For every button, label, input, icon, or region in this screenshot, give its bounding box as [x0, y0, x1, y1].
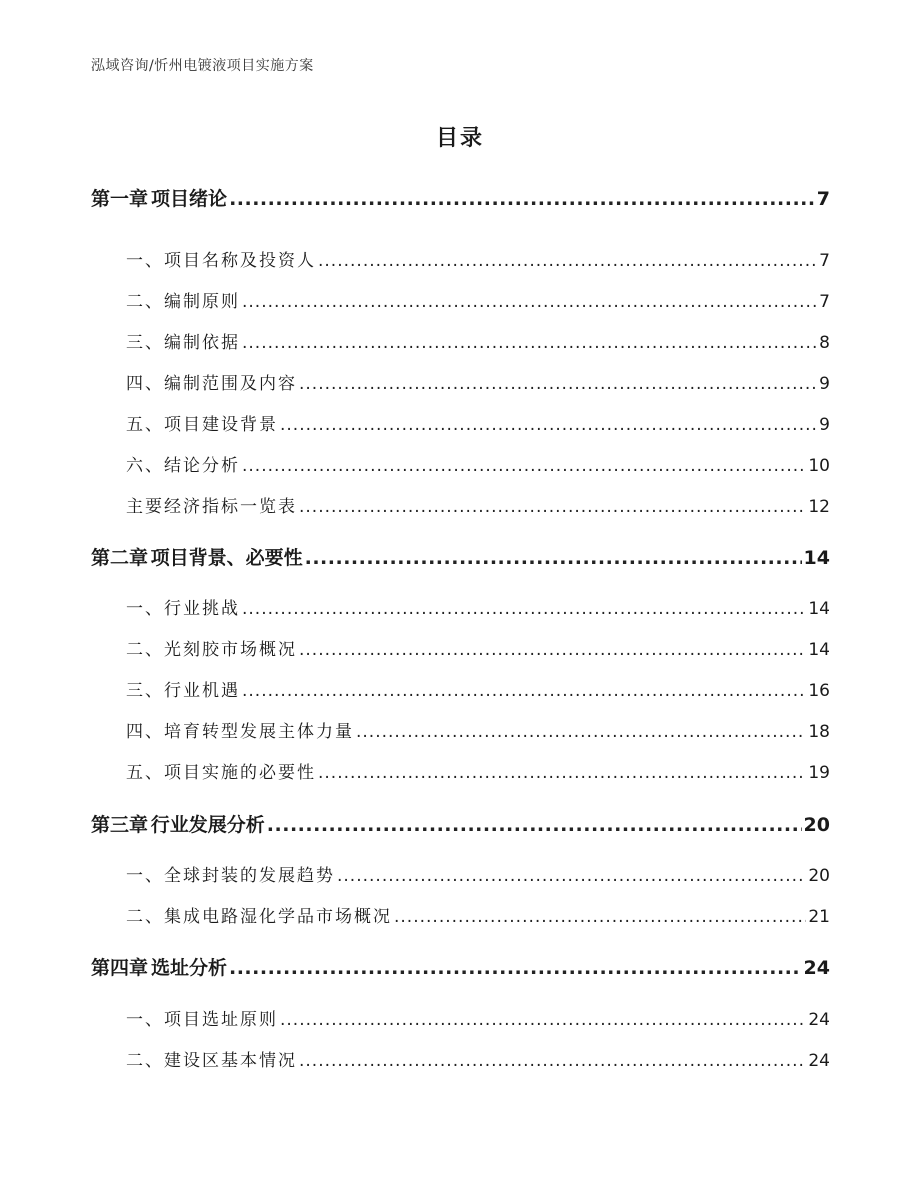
toc-section-number: 五、 [126, 415, 164, 435]
toc-entry-label: 选址分析 [150, 957, 227, 979]
toc-entry-label: 行业挑战 [164, 599, 240, 619]
dot-leader [394, 907, 806, 927]
toc-page-number: 14 [803, 547, 830, 569]
toc-page-number: 14 [808, 599, 830, 619]
toc-entry-label: 培育转型发展主体力量 [164, 722, 354, 742]
toc-section-number: 三、 [126, 333, 164, 353]
toc-section-number: 一、 [126, 1010, 164, 1030]
toc-section-entry[interactable] [126, 902, 830, 927]
toc-section-entry[interactable] [126, 594, 830, 619]
toc-section-entry[interactable] [126, 410, 830, 435]
toc-section-number: 一、 [126, 599, 164, 619]
toc-entry-label: 光刻胶市场概况 [164, 640, 297, 660]
toc-page-number: 18 [808, 722, 830, 742]
toc-entry-label: 行业发展分析 [150, 814, 265, 836]
toc-chapter-number: 第三章 [91, 814, 149, 836]
toc-page-number: 14 [808, 640, 830, 660]
toc-entry-label: 项目背景、必要性 [150, 547, 303, 569]
toc-entry-label: 结论分析 [164, 456, 240, 476]
toc-page-number: 20 [803, 814, 830, 836]
toc-section-number: 二、 [126, 907, 164, 927]
dot-leader [242, 681, 806, 701]
toc-entry-label: 全球封装的发展趋势 [164, 866, 335, 886]
toc-page-number: 20 [808, 866, 830, 886]
toc-section-entry[interactable] [126, 328, 830, 353]
dot-leader [242, 333, 817, 353]
toc-section-entry[interactable] [126, 246, 830, 271]
toc-page-number: 7 [819, 292, 830, 312]
dot-leader [242, 599, 806, 619]
toc-chapter-number: 第四章 [91, 957, 149, 979]
dot-leader [337, 866, 806, 886]
dot-leader [242, 292, 817, 312]
toc-entry-label: 建设区基本情况 [164, 1051, 297, 1071]
dot-leader [242, 456, 806, 476]
toc-chapter-number: 第二章 [91, 547, 149, 569]
dot-leader [267, 814, 802, 836]
toc-section-number: 四、 [126, 374, 164, 394]
dot-leader [318, 763, 806, 783]
toc-entry-label: 项目选址原则 [164, 1010, 278, 1030]
toc-section-entry[interactable] [126, 861, 830, 886]
running-header: 泓域咨询/忻州电镀液项目实施方案 [91, 58, 314, 74]
dot-leader [280, 1010, 806, 1030]
dot-leader [299, 497, 806, 517]
toc-section-entry[interactable] [126, 758, 830, 783]
toc-section-entry[interactable] [126, 1046, 830, 1071]
toc-page-number: 10 [808, 456, 830, 476]
dot-leader [299, 640, 806, 660]
toc-section-entry[interactable] [126, 676, 830, 701]
toc-chapter-entry[interactable] [91, 184, 830, 211]
toc-page-number: 24 [808, 1051, 830, 1071]
toc-page-number: 7 [819, 251, 830, 271]
toc-entry-label: 主要经济指标一览表 [126, 497, 297, 517]
toc-entry-label: 编制原则 [164, 292, 240, 312]
toc-page-number: 16 [808, 681, 830, 701]
toc-page-number: 7 [816, 188, 830, 210]
toc-page-number: 24 [808, 1010, 830, 1030]
toc-section-number: 四、 [126, 722, 164, 742]
toc-section-entry[interactable] [126, 635, 830, 660]
dot-leader [318, 251, 817, 271]
toc-page-number: 21 [808, 907, 830, 927]
dot-leader [305, 547, 802, 569]
toc-section-entry[interactable] [126, 717, 830, 742]
toc-entry-label: 项目建设背景 [164, 415, 278, 435]
toc-chapter-entry[interactable] [91, 810, 830, 837]
toc-page-number: 8 [819, 333, 830, 353]
toc-section-number: 二、 [126, 1051, 164, 1071]
toc-section-entry[interactable] [126, 1005, 830, 1030]
toc-entry-label: 项目名称及投资人 [164, 251, 316, 271]
dot-leader [280, 415, 817, 435]
toc-section-entry[interactable] [126, 451, 830, 476]
toc-section-number: 二、 [126, 292, 164, 312]
toc-entry-label: 编制范围及内容 [164, 374, 297, 394]
toc-chapter-number: 第一章 [91, 188, 149, 210]
toc-page-number: 9 [819, 415, 830, 435]
toc-section-entry[interactable] [126, 369, 830, 394]
toc-entry-label: 行业机遇 [164, 681, 240, 701]
toc-section-entry[interactable] [126, 492, 830, 517]
toc-page-number: 12 [808, 497, 830, 517]
toc-section-number: 一、 [126, 251, 164, 271]
toc-page-number: 19 [808, 763, 830, 783]
toc-section-entry[interactable] [126, 287, 830, 312]
toc-entry-label: 编制依据 [164, 333, 240, 353]
toc-section-number: 五、 [126, 763, 164, 783]
toc-section-number: 六、 [126, 456, 164, 476]
dot-leader [299, 1051, 806, 1071]
dot-leader [229, 188, 815, 210]
dot-leader [356, 722, 806, 742]
toc-chapter-entry[interactable] [91, 543, 830, 570]
toc-entry-label: 项目实施的必要性 [164, 763, 316, 783]
dot-leader [299, 374, 817, 394]
toc-page-number: 24 [803, 957, 830, 979]
page-title: 目录 [435, 126, 484, 151]
toc-entry-label: 集成电路湿化学品市场概况 [164, 907, 392, 927]
toc-section-number: 一、 [126, 866, 164, 886]
toc-chapter-entry[interactable] [91, 953, 830, 980]
toc-section-number: 二、 [126, 640, 164, 660]
dot-leader [229, 957, 802, 979]
toc-entry-label: 项目绪论 [151, 188, 228, 210]
toc-page-number: 9 [819, 374, 830, 394]
toc-section-number: 三、 [126, 681, 164, 701]
